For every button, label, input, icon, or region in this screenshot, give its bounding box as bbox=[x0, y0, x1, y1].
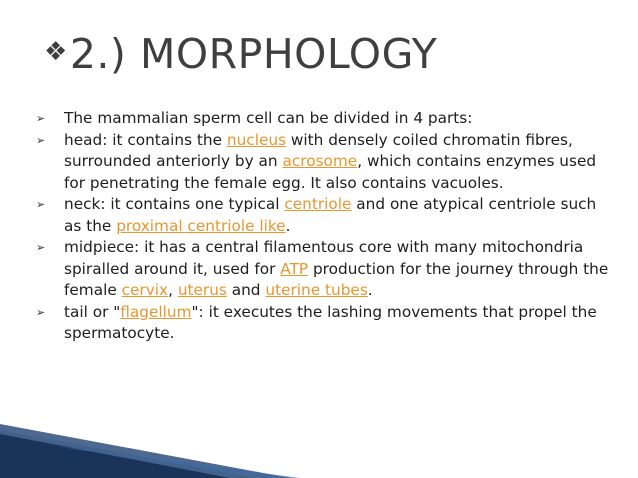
bullet-text: production for the journey through the female bbox=[64, 259, 609, 299]
bullet-text: ": it executes the lashing movements that propel the spermatocyte. bbox=[64, 302, 597, 342]
link-cervix[interactable]: cervix bbox=[121, 281, 169, 299]
link-acrosome[interactable]: acrosome bbox=[282, 152, 358, 170]
bullet-text: , bbox=[168, 281, 178, 299]
diamond-bullet-icon: ❖ bbox=[44, 37, 68, 67]
bullet-text: , which contains enzymes used for penetrating the female egg. It also contains vacuoles. bbox=[64, 152, 597, 192]
bullet-text: tail or " bbox=[64, 302, 121, 321]
arrowhead-bullet-icon: ➢ bbox=[36, 133, 46, 147]
link-flagellum[interactable]: flagellum bbox=[120, 302, 192, 321]
bullet-item bbox=[36, 130, 616, 195]
bullet-item bbox=[36, 237, 616, 302]
bullet-text: and one atypical centriole such as the bbox=[64, 195, 597, 235]
bullet-text: with densely coiled chromatin fibres, surrounded anteriorly by an bbox=[64, 130, 573, 170]
link-nucleus[interactable]: nucleus bbox=[226, 130, 287, 149]
link-proximal-centriole-like[interactable]: proximal centriole like bbox=[116, 216, 286, 235]
corner-swoosh-decoration bbox=[0, 378, 638, 478]
arrowhead-bullet-icon: ➢ bbox=[36, 112, 46, 125]
arrowhead-bullet-icon: ➢ bbox=[36, 241, 46, 254]
link-atp[interactable]: ATP bbox=[280, 259, 309, 278]
slide-title bbox=[44, 30, 437, 78]
bullet-text: . bbox=[367, 281, 373, 299]
bullet-item bbox=[36, 302, 616, 345]
link-centriole[interactable]: centriole bbox=[284, 195, 352, 213]
bullet-text: and bbox=[226, 281, 266, 299]
link-uterus[interactable]: uterus bbox=[177, 281, 227, 299]
bullet-item bbox=[36, 194, 616, 237]
bullet-text: . bbox=[285, 216, 291, 235]
bullet-list bbox=[36, 108, 616, 345]
bullet-item bbox=[36, 108, 616, 130]
arrowhead-bullet-icon: ➢ bbox=[36, 305, 46, 319]
arrowhead-bullet-icon: ➢ bbox=[36, 198, 46, 211]
bullet-text: neck: it contains one typical bbox=[64, 195, 285, 213]
link-uterine-tubes[interactable]: uterine tubes bbox=[265, 281, 368, 299]
slide-title-text: 2.) MORPHOLOGY bbox=[69, 30, 438, 78]
bullet-text: head: it contains the bbox=[64, 130, 227, 149]
bullet-text: The mammalian sperm cell can be divided in 4 parts: bbox=[64, 109, 473, 127]
bullet-text: midpiece: it has a central filamentous core with many mitochondria spiralled around it, used for bbox=[64, 238, 584, 278]
